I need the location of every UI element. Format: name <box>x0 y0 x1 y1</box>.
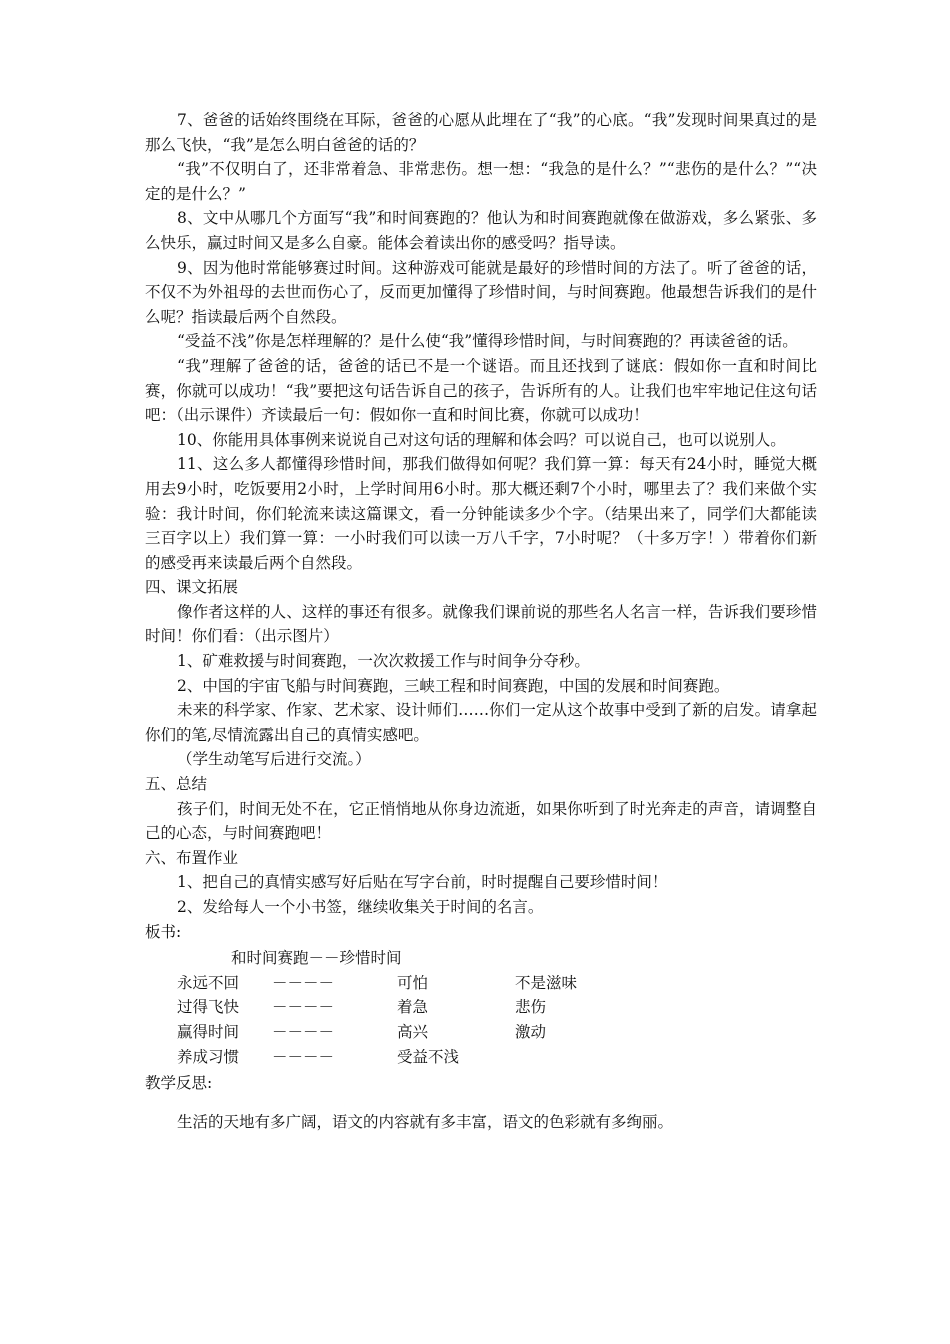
board-row <box>145 1020 817 1045</box>
paragraph: 2、发给每人一个小书签，继续收集关于时间的名言。 <box>177 898 544 916</box>
board-cell: －－－－ <box>272 1047 335 1066</box>
paragraph: 10、你能用具体事例来说说自己对这句话的理解和体会吗？可以说自己，也可以说别人。 <box>177 430 786 449</box>
paragraph: “我”不仅明白了，还非常着急、非常悲伤。想一想：“我急的是什么？”“悲伤的是什么？”“决定的是什么？” <box>145 160 817 203</box>
board-cell: 受益不浅 <box>397 1047 460 1066</box>
paragraph: 1、矿难救援与时间赛跑，一次次救援工作与时间争分夺秒。 <box>177 652 590 671</box>
board-cell <box>515 1045 635 1070</box>
lesson-body <box>145 108 817 944</box>
paragraph: 1、把自己的真情实感写好后贴在写字台前，时时提醒自己要珍惜时间！ <box>177 873 668 892</box>
paragraph: 2、中国的宇宙飞船与时间赛跑，三峡工程和时间赛跑，中国的发展和时间赛跑。 <box>177 676 730 695</box>
board-title: 和时间赛跑－－珍惜时间 <box>231 949 402 968</box>
board-cell: 悲伤 <box>515 998 547 1017</box>
paragraph: “受益不浅”你是怎样理解的？是什么使“我”懂得珍惜时间，与时间赛跑的？再读爸爸的话。 <box>177 332 798 351</box>
paragraph: 9、因为他时常能够赛过时间。这种游戏可能就是最好的珍惜时间的方法了。听了爸爸的话，不仅不为外祖母的去世而伤心了，反而更加懂得了珍惜时间，与时间赛跑。他最想告诉我们的是什么呢？指读最后两个自然段。 <box>145 258 817 326</box>
paragraph: 像作者这样的人、这样的事还有很多。就像我们课前说的那些名人名言一样，告诉我们要珍惜时间！你们看：（出示图片） <box>145 602 817 646</box>
paragraph: “我”理解了爸爸的话，爸爸的话已不是一个谜语。而且还找到了谜底：假如你一直和时间比赛，你就可以成功！“我”要把这句话告诉自己的孩子，告诉所有的人。让我们也牢牢地记住这句话吧：（出示课件）齐读最后一句：假如你一直和时间比赛，你就可以成功！ <box>145 356 817 425</box>
board-cell: 养成习惯 <box>177 1047 240 1066</box>
board-row <box>145 971 817 996</box>
board-cell: 过得飞快 <box>177 998 240 1017</box>
reflection-text: 生活的天地有多广阔，语文的内容就有多丰富，语文的色彩就有多绚丽。 <box>177 1112 674 1131</box>
board-cell: 可怕 <box>397 973 429 992</box>
board-cell: 不是滋味 <box>515 973 578 992</box>
paragraph: 8、文中从哪几个方面写“我”和时间赛跑的？他认为和时间赛跑就像在做游戏，多么紧张、多么快乐，赢过时间又是多么自豪。能体会着读出你的感受吗？指导读。 <box>145 209 817 252</box>
spacer <box>145 1096 817 1110</box>
paragraph: 孩子们，时间无处不在，它正悄悄地从你身边流逝，如果你听到了时光奔走的声音，请调整自己的心态，与时间赛跑吧！ <box>145 799 817 843</box>
board-row <box>145 995 817 1020</box>
document-page <box>145 108 817 1134</box>
board-rows <box>145 971 817 1069</box>
section-heading: 四、课文拓展 <box>145 578 239 597</box>
board-cell: 永远不回 <box>177 973 240 992</box>
board-row <box>145 1045 817 1070</box>
section-heading: 六、布置作业 <box>145 848 239 867</box>
board-cell: －－－－ <box>272 1022 335 1041</box>
blackboard-outline <box>145 946 817 1069</box>
board-cell: －－－－ <box>272 998 335 1017</box>
board-cell: 赢得时间 <box>177 1022 240 1041</box>
reflection-heading: 教学反思: <box>145 1074 213 1093</box>
paragraph: 未来的科学家、作家、艺术家、设计师们……你们一定从这个故事中受到了新的启发。请拿起你们的笔,尽情流露出自己的真情实感吧。 <box>145 701 817 744</box>
board-cell: 激动 <box>515 1022 547 1041</box>
board-cell: －－－－ <box>272 973 335 992</box>
paragraph: 7、爸爸的话始终围绕在耳际，爸爸的心愿从此埋在了“我”的心底。“我”发现时间果真过的是那么飞快，“我”是怎么明白爸爸的话的？ <box>145 111 817 154</box>
paragraph: 11、这么多人都懂得珍惜时间，那我们做得如何呢？我们算一算：每天有24小时，睡觉大概用去9小时，吃饭要用2小时，上学时间用6小时。那大概还剩7个小时，哪里去了？我们来做个实验：我计时间，你们轮流来读这篇课文，看一分钟能读多少个字。（结果出来了，同学们大都能读三百字以上）我们算一算：一小时我们可以读一万八千字，7小时呢？（十多万字！）带着你们新的感受再来读最后两个自然段。 <box>145 455 817 572</box>
section-heading: 五、总结 <box>145 775 208 794</box>
paragraph: （学生动笔写后进行交流。） <box>177 750 371 769</box>
board-cell: 高兴 <box>397 1022 429 1041</box>
section-heading: 板书: <box>145 922 182 941</box>
board-cell: 着急 <box>397 998 429 1017</box>
